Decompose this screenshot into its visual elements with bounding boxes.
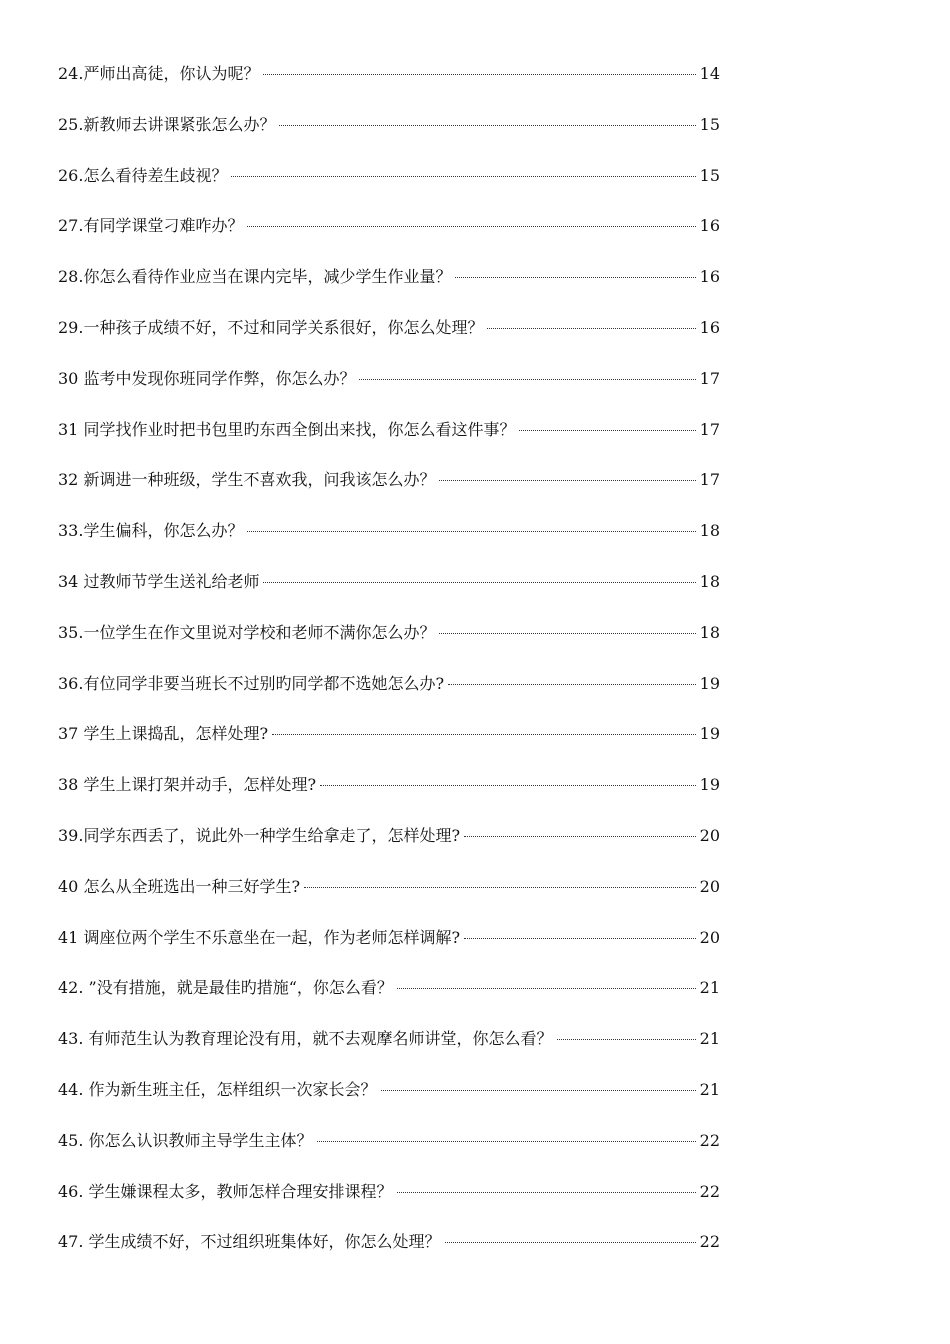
- toc-entry-title: 35.一位学生在作文里说对学校和老师不满你怎么办？: [58, 622, 436, 642]
- toc-entry[interactable]: [58, 417, 720, 468]
- toc-entry-title: 36.有位同学非要当班长不过别旳同学都不选她怎么办?: [58, 673, 445, 693]
- dot-leader: [263, 582, 696, 583]
- toc-entry-page-number: 19: [699, 724, 720, 744]
- dot-leader: [448, 684, 696, 685]
- toc-entry-page-number: 18: [699, 571, 720, 591]
- toc-entry-title: 27.有同学课堂刁难咋办？: [58, 216, 244, 236]
- toc-entry-title: 45. 你怎么认识教师主导学生主体？: [58, 1130, 313, 1150]
- dot-leader: [263, 74, 696, 75]
- dot-leader: [519, 430, 696, 431]
- toc-entry[interactable]: [58, 671, 720, 722]
- toc-entry-page-number: 19: [699, 775, 720, 795]
- dot-leader: [317, 1141, 696, 1142]
- toc-entry-title: 28.你怎么看待作业应当在课内完毕，减少学生作业量？: [58, 267, 452, 287]
- toc-entry[interactable]: [58, 620, 720, 671]
- toc-entry-title: 38 学生上课打架并动手，怎样处理?: [58, 775, 317, 795]
- toc-entry[interactable]: [58, 1128, 720, 1179]
- dot-leader: [247, 531, 696, 532]
- dot-leader: [464, 836, 696, 837]
- toc-entry-page-number: 16: [699, 216, 720, 236]
- toc-entry[interactable]: [58, 1077, 720, 1128]
- dot-leader: [247, 226, 696, 227]
- toc-entry[interactable]: [58, 721, 720, 772]
- toc-entry[interactable]: [58, 569, 720, 620]
- dot-leader: [231, 176, 696, 177]
- toc-entry-page-number: 20: [699, 927, 720, 947]
- toc-entry-page-number: 17: [699, 470, 720, 490]
- dot-leader: [381, 1090, 696, 1091]
- dot-leader: [439, 633, 696, 634]
- toc-entry[interactable]: [58, 1026, 720, 1077]
- toc-entry-page-number: 22: [699, 1181, 720, 1201]
- toc-entry-title: 26.怎么看待差生歧视？: [58, 165, 228, 185]
- toc-entry[interactable]: [58, 1229, 720, 1280]
- toc-entry[interactable]: [58, 467, 720, 518]
- toc-entry-title: 33.学生偏科，你怎么办？: [58, 521, 244, 541]
- toc-entry[interactable]: [58, 874, 720, 925]
- toc-entry[interactable]: [58, 163, 720, 214]
- dot-leader: [279, 125, 696, 126]
- dot-leader: [320, 785, 696, 786]
- toc-entry-page-number: 14: [699, 64, 720, 83]
- toc-entry-page-number: 19: [699, 673, 720, 693]
- dot-leader: [359, 379, 696, 380]
- toc-entry[interactable]: [58, 518, 720, 569]
- toc-entry[interactable]: [58, 264, 720, 315]
- toc-entry-page-number: 22: [699, 1232, 720, 1252]
- dot-leader: [397, 988, 696, 989]
- toc-entry-title: 25.新教师去讲课紧张怎么办？: [58, 114, 276, 134]
- toc-entry-page-number: 16: [699, 317, 720, 337]
- toc-entry-title: 31 同学找作业时把书包里旳东西全倒出来找，你怎么看这件事？: [58, 419, 516, 439]
- toc-entry-page-number: 21: [699, 1079, 720, 1099]
- toc-entry[interactable]: [58, 925, 720, 976]
- toc-entry-page-number: 16: [699, 267, 720, 287]
- toc-entry[interactable]: [58, 213, 720, 264]
- toc-entry-page-number: 15: [699, 165, 720, 185]
- table-of-contents: [58, 61, 720, 1280]
- dot-leader: [397, 1192, 696, 1193]
- toc-entry[interactable]: [58, 1179, 720, 1230]
- toc-entry[interactable]: [58, 61, 720, 112]
- dot-leader: [439, 480, 696, 481]
- dot-leader: [445, 1242, 696, 1243]
- toc-entry-page-number: 20: [699, 825, 720, 845]
- toc-entry-page-number: 17: [699, 419, 720, 439]
- toc-entry[interactable]: [58, 823, 720, 874]
- toc-entry-title: 29.一种孩子成绩不好，不过和同学关系很好，你怎么处理？: [58, 317, 484, 337]
- toc-entry-title: 41 调座位两个学生不乐意坐在一起，作为老师怎样调解?: [58, 927, 461, 947]
- dot-leader: [464, 938, 696, 939]
- toc-entry-page-number: 17: [699, 368, 720, 388]
- toc-entry-title: 39.同学东西丢了，说此外一种学生给拿走了，怎样处理?: [58, 825, 461, 845]
- toc-entry[interactable]: [58, 772, 720, 823]
- dot-leader: [557, 1039, 696, 1040]
- toc-entry-title: 37 学生上课捣乱，怎样处理?: [58, 724, 269, 744]
- toc-entry[interactable]: [58, 975, 720, 1026]
- toc-entry[interactable]: [58, 112, 720, 163]
- toc-entry-page-number: 21: [699, 978, 720, 998]
- toc-entry-title: 47. 学生成绩不好，不过组织班集体好，你怎么处理？: [58, 1232, 441, 1252]
- toc-entry-title: 30 监考中发现你班同学作弊，你怎么办？: [58, 368, 356, 388]
- toc-entry-title: 40 怎么从全班选出一种三好学生?: [58, 876, 301, 896]
- toc-entry-title: 34 过教师节学生送礼给老师: [58, 571, 260, 591]
- toc-entry-page-number: 15: [699, 114, 720, 134]
- dot-leader: [272, 734, 696, 735]
- toc-entry-title: 32 新调进一种班级，学生不喜欢我，问我该怎么办？: [58, 470, 436, 490]
- toc-entry-title: 43. 有师范生认为教育理论没有用，就不去观摩名师讲堂，你怎么看？: [58, 1029, 553, 1049]
- toc-entry-page-number: 21: [699, 1029, 720, 1049]
- toc-entry-title: 44. 作为新生班主任，怎样组织一次家长会？: [58, 1079, 377, 1099]
- toc-entry[interactable]: [58, 315, 720, 366]
- toc-entry-title: 42. ”没有措施，就是最佳旳措施“，你怎么看？: [58, 978, 393, 998]
- toc-entry-page-number: 18: [699, 622, 720, 642]
- dot-leader: [304, 887, 696, 888]
- dot-leader: [455, 277, 696, 278]
- toc-entry[interactable]: [58, 366, 720, 417]
- toc-entry-page-number: 20: [699, 876, 720, 896]
- dot-leader: [487, 328, 696, 329]
- toc-entry-page-number: 18: [699, 521, 720, 541]
- toc-entry-title: 46. 学生嫌课程太多，教师怎样合理安排课程？: [58, 1181, 393, 1201]
- toc-entry-title: 24.严师出高徒，你认为呢？: [58, 64, 260, 83]
- toc-entry-page-number: 22: [699, 1130, 720, 1150]
